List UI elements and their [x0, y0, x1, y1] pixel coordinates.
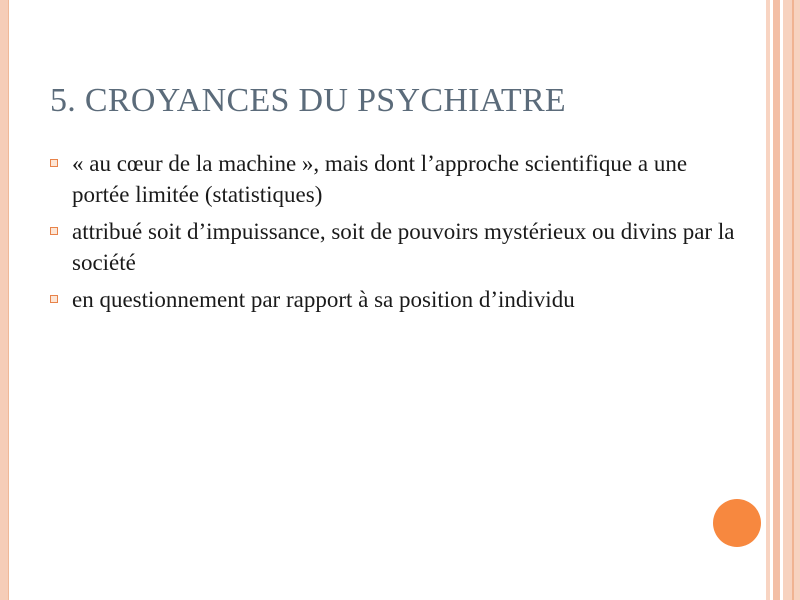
square-bullet-icon	[50, 227, 58, 235]
right-decorative-stripe	[766, 0, 770, 600]
orange-circle-icon	[713, 499, 761, 547]
slide-title: 5. CROYANCES DU PSYCHIATRE	[50, 82, 566, 119]
bullet-item	[48, 284, 748, 315]
square-bullet-icon	[50, 159, 58, 167]
bullet-item	[48, 148, 748, 210]
bullet-text: attribué soit d’impuissance, soit de pouvoirs mystérieux ou divins par la société	[72, 219, 735, 275]
bullet-list	[48, 148, 748, 321]
bullet-text: en questionnement par rapport à sa position d’individu	[72, 287, 575, 312]
bullet-item	[48, 216, 748, 278]
right-decorative-stripe	[773, 0, 780, 600]
square-bullet-icon	[50, 295, 58, 303]
bullet-text: « au cœur de la machine », mais dont l’approche scientifique a une portée limitée (statistiques)	[72, 151, 688, 207]
right-decorative-stripe	[792, 0, 794, 600]
left-decorative-band	[0, 0, 9, 600]
